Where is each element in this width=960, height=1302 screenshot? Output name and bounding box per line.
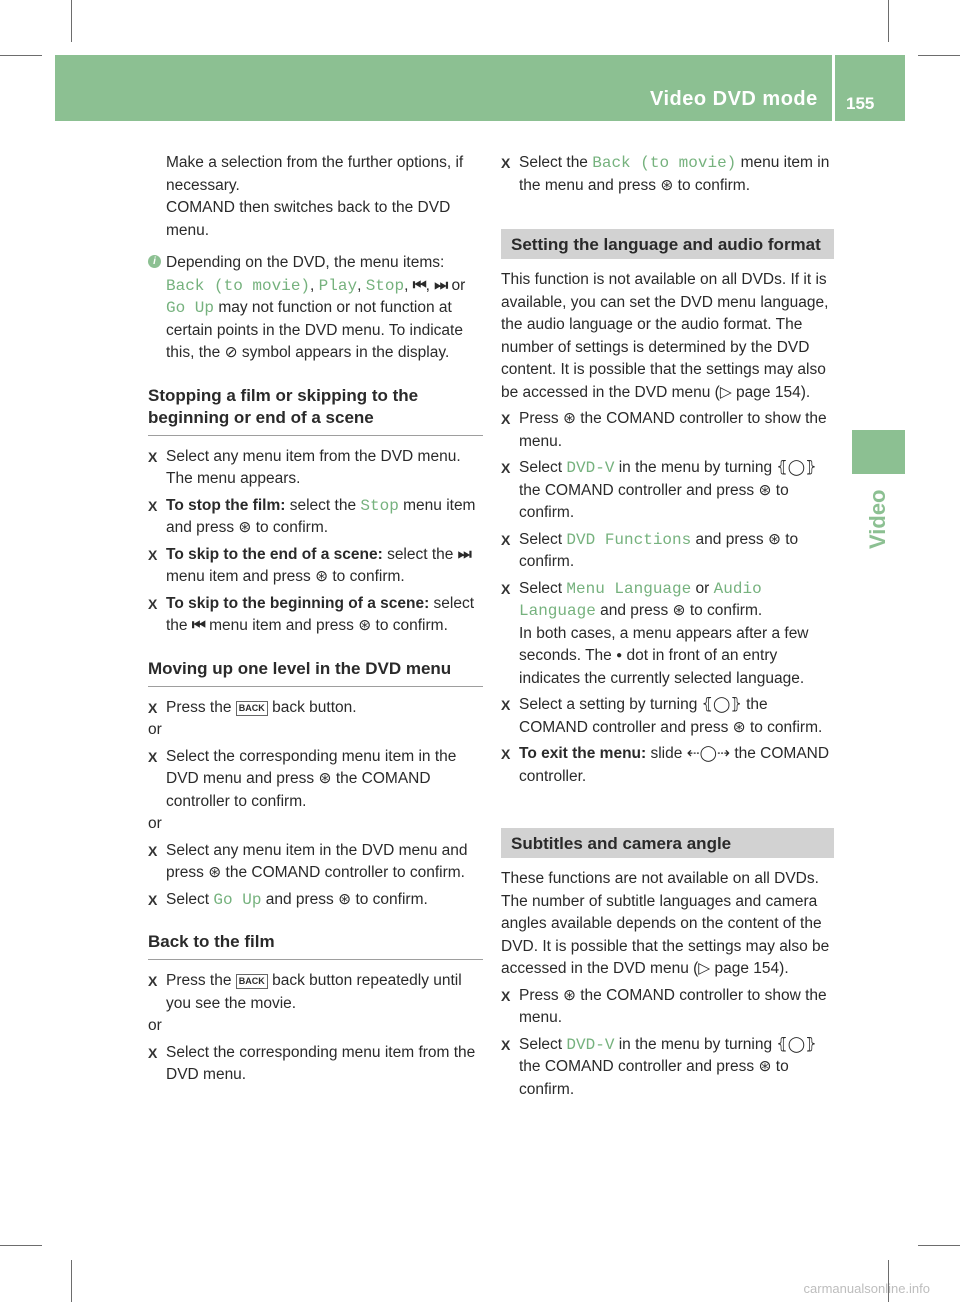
intro-text bbox=[148, 152, 483, 242]
menu-item-menu-language: Menu Language bbox=[566, 579, 692, 598]
crop-mark bbox=[0, 1245, 42, 1246]
bullet-text: to confirm. bbox=[689, 602, 763, 619]
press-icon: ⊛ bbox=[758, 481, 772, 499]
selection-dot-icon: ● bbox=[616, 650, 623, 661]
section-heading: Setting the language and audio format bbox=[501, 229, 834, 259]
press-icon: ⊛ bbox=[338, 890, 352, 908]
bullet-text: Press bbox=[519, 410, 559, 427]
section-heading: Moving up one level in the DVD menu bbox=[148, 658, 483, 687]
bullet-item bbox=[501, 1034, 834, 1102]
bullet-text: Select any menu item in the DVD menu and press bbox=[166, 841, 468, 881]
bullet-marker: X bbox=[501, 460, 511, 476]
bullet-item bbox=[501, 408, 834, 453]
bullet-item bbox=[148, 495, 483, 540]
menu-item-play: Play bbox=[318, 276, 358, 295]
menu-item-dvdv: DVD-V bbox=[566, 459, 615, 477]
bullet-text: to confirm. bbox=[332, 568, 405, 585]
bullet-text: and press bbox=[695, 530, 764, 548]
bullet-text: the COMAND controller to confirm. bbox=[166, 770, 431, 810]
press-icon: ⊛ bbox=[358, 617, 372, 634]
menu-item-stop: Stop bbox=[365, 276, 405, 295]
bullet-marker: X bbox=[501, 531, 511, 548]
bullet-marker: X bbox=[501, 1036, 511, 1053]
bullet-text: In both cases, a menu appears after a few seconds. The bbox=[519, 624, 809, 664]
turn-icon: ⦃◯⦄ bbox=[776, 1035, 817, 1053]
menu-item-goup: Go Up bbox=[213, 890, 262, 909]
bullet-label: To exit the menu: bbox=[519, 745, 647, 762]
skip-forward-icon: ⏭ bbox=[457, 545, 471, 563]
bullet-item bbox=[501, 694, 834, 739]
menu-item-dvdv: DVD-V bbox=[566, 1035, 615, 1054]
watermark[interactable]: carmanualsonline.info bbox=[803, 1281, 930, 1296]
bullet-text: Select bbox=[166, 890, 210, 908]
side-tab bbox=[852, 430, 905, 474]
bullet-marker: X bbox=[501, 580, 511, 597]
bullet-text: to confirm. bbox=[749, 718, 823, 736]
bullet-text: select the bbox=[289, 496, 357, 514]
bullet-marker: X bbox=[148, 842, 158, 859]
bullet-marker: X bbox=[148, 546, 158, 563]
press-icon: ⊛ bbox=[238, 519, 252, 536]
bullet-marker: X bbox=[501, 155, 511, 171]
bullet-text: the COMAND controller. bbox=[519, 745, 830, 785]
back-button-icon: BACK bbox=[236, 701, 268, 716]
bullet-text: menu item and press bbox=[166, 496, 476, 536]
header-separator bbox=[832, 55, 835, 121]
page-section-title: Video DVD mode bbox=[650, 88, 818, 110]
or-text: or bbox=[148, 1017, 162, 1034]
bullet-text: Select any menu item from the DVD menu. The menu appears. bbox=[166, 447, 461, 487]
side-chapter-label: Video bbox=[865, 489, 890, 549]
bullet-item bbox=[148, 697, 483, 720]
bullet-marker: X bbox=[148, 595, 158, 612]
bullet-item bbox=[501, 152, 834, 197]
back-button-icon: BACK bbox=[236, 974, 268, 989]
press-icon: ⊛ bbox=[562, 986, 576, 1004]
bullet-text: select the bbox=[166, 594, 475, 634]
bullet-item bbox=[501, 743, 834, 788]
bullet-text: in the menu by turning bbox=[618, 459, 773, 476]
bullet-item bbox=[148, 544, 483, 589]
intro-line: COMAND then switches back to the DVD menu. bbox=[166, 199, 451, 239]
bullet-text: menu item and press bbox=[209, 617, 354, 634]
bullet-text: the COMAND controller and press bbox=[519, 1058, 755, 1075]
section-heading: Back to the film bbox=[148, 931, 483, 960]
bullet-text: the COMAND controller to show the menu. bbox=[519, 986, 827, 1026]
menu-item-back: Back (to movie) bbox=[592, 154, 737, 172]
bullet-text: to confirm. bbox=[519, 530, 799, 570]
section-heading: Stopping a film or skipping to the beginning or end of a scene bbox=[148, 385, 483, 436]
bullet-text: to confirm. bbox=[677, 176, 750, 194]
press-icon: ⊛ bbox=[758, 1058, 772, 1075]
bullet-text: back button. bbox=[272, 698, 357, 716]
bullet-item bbox=[501, 529, 834, 574]
bullet-text: to confirm. bbox=[519, 481, 789, 521]
crop-mark bbox=[0, 55, 42, 56]
turn-icon: ⦃◯⦄ bbox=[701, 696, 742, 713]
turn-icon: ⦃◯⦄ bbox=[776, 459, 817, 476]
bullet-item bbox=[501, 457, 834, 525]
bullet-text: Select bbox=[519, 1035, 563, 1053]
paragraph: These functions are not available on all DVDs. The number of subtitle languages and camera angles available depends on the content of the DVD. It is possible that the settings may also be accessed in the DVD menu (▷ page 154). bbox=[501, 870, 830, 977]
crop-mark bbox=[918, 1245, 960, 1246]
left-column bbox=[148, 152, 483, 1087]
bullet-marker: X bbox=[148, 748, 158, 765]
bullet-item bbox=[148, 593, 483, 638]
bullet-item bbox=[501, 985, 834, 1030]
menu-item-back: Back (to movie) bbox=[166, 276, 311, 295]
bullet-text: Select the corresponding menu item in the DVD menu and press bbox=[166, 747, 457, 787]
bullet-marker: X bbox=[501, 697, 511, 713]
press-icon: ⊛ bbox=[660, 176, 674, 194]
bullet-text: back button repeatedly until you see the movie. bbox=[166, 972, 462, 1012]
skip-back-icon: ⏮ bbox=[191, 617, 205, 634]
bullet-marker: X bbox=[148, 973, 158, 989]
bullet-text: Press bbox=[519, 986, 559, 1004]
bullet-text: to confirm. bbox=[355, 890, 428, 908]
bullet-marker: X bbox=[148, 891, 158, 908]
bullet-text: Select bbox=[519, 459, 563, 476]
bullet-text: select the bbox=[387, 545, 454, 563]
menu-item-stop: Stop bbox=[360, 496, 399, 515]
bullet-marker: X bbox=[501, 746, 511, 762]
bullet-item bbox=[148, 746, 483, 814]
crop-mark bbox=[71, 0, 72, 42]
bullet-item bbox=[148, 970, 483, 1015]
note-text: symbol appears in the display. bbox=[241, 344, 450, 361]
info-note: i Depending on the DVD, the menu items: Back (to movie), Play, Stop, ⏮, ⏭ or Go Up may not function or not function at certain points in the DVD menu. To indicate this, the ⊘ symbol appears in the display. bbox=[148, 252, 483, 365]
bullet-text: in the menu by turning bbox=[618, 1035, 773, 1053]
bullet-text: slide bbox=[650, 745, 683, 762]
note-text: may not function or not function at certain points in the DVD menu. To indicate this, the bbox=[166, 299, 463, 361]
bullet-text: Press the bbox=[166, 972, 232, 989]
or-text: or bbox=[148, 721, 162, 738]
press-icon: ⊛ bbox=[208, 864, 222, 881]
crop-mark bbox=[918, 55, 960, 56]
bullet-text: the COMAND controller and press bbox=[519, 696, 768, 736]
bullet-text: the COMAND controller to show the menu. bbox=[519, 410, 827, 450]
bullet-text: Press the bbox=[166, 698, 232, 716]
right-column bbox=[501, 152, 834, 1101]
section-heading: Subtitles and camera angle bbox=[501, 828, 834, 858]
bullet-marker: X bbox=[501, 411, 511, 427]
info-icon: i bbox=[148, 255, 161, 268]
page-number: 155 bbox=[846, 94, 875, 113]
bullet-text: to confirm. bbox=[519, 1058, 789, 1098]
press-icon: ⊛ bbox=[315, 568, 329, 585]
bullet-label: To skip to the end of a scene: bbox=[166, 545, 383, 563]
bullet-item bbox=[148, 1042, 483, 1087]
bullet-text: the COMAND controller to confirm. bbox=[225, 864, 465, 881]
bullet-item bbox=[148, 889, 483, 912]
bullet-marker: X bbox=[148, 1044, 158, 1061]
bullet-text: and press bbox=[600, 602, 669, 619]
bullet-text: or bbox=[695, 579, 710, 597]
press-icon: ⊛ bbox=[672, 602, 686, 619]
bullet-label: To skip to the beginning of a scene: bbox=[166, 594, 430, 612]
bullet-marker: X bbox=[501, 987, 511, 1004]
intro-line: Make a selection from the further options, if necessary. bbox=[166, 154, 464, 194]
bullet-text: Select bbox=[519, 530, 563, 548]
bullet-marker: X bbox=[148, 699, 158, 716]
bullet-text: Select a setting by turning bbox=[519, 696, 698, 713]
bullet-item bbox=[148, 840, 483, 885]
press-icon: ⊛ bbox=[732, 718, 746, 736]
menu-item-dvd-functions: DVD Functions bbox=[566, 530, 692, 549]
bullet-text: Select the corresponding menu item from the DVD menu. bbox=[166, 1043, 476, 1083]
bullet-text: to confirm. bbox=[375, 617, 448, 634]
menu-item-audio-language: Audio Language bbox=[519, 579, 762, 620]
skip-forward-icon: ⏭ bbox=[434, 276, 448, 294]
bullet-text: Select the bbox=[519, 154, 588, 171]
bullet-text: to confirm. bbox=[255, 519, 329, 536]
bullet-label: To stop the film: bbox=[166, 496, 286, 514]
bullet-marker: X bbox=[148, 497, 158, 514]
press-icon: ⊛ bbox=[562, 410, 576, 427]
or-text: or bbox=[148, 815, 162, 832]
slide-icon: ⇠◯⇢ bbox=[686, 745, 731, 762]
forbidden-icon: ⊘ bbox=[224, 344, 238, 361]
crop-mark bbox=[888, 0, 889, 42]
menu-item-goup: Go Up bbox=[166, 299, 215, 317]
bullet-text: Select bbox=[519, 579, 563, 597]
bullet-item bbox=[501, 578, 834, 691]
bullet-item bbox=[148, 446, 483, 491]
bullet-text: the COMAND controller and press bbox=[519, 481, 755, 499]
bullet-text: dot in front of an entry indicates the currently selected language. bbox=[519, 647, 805, 687]
bullet-text: menu item and press bbox=[166, 568, 311, 585]
note-text: Depending on the DVD, the menu items: bbox=[166, 254, 445, 271]
paragraph: This function is not available on all DVDs. If it is available, you can set the DVD menu language, the audio language or the audio format. The number of settings is determined by the DVD content. It is possible that the settings may also be accessed in the DVD menu (▷ page 154). bbox=[501, 271, 829, 401]
press-icon: ⊛ bbox=[767, 530, 781, 548]
press-icon: ⊛ bbox=[318, 770, 332, 787]
bullet-marker: X bbox=[148, 448, 158, 465]
bullet-text: menu item in the menu and press bbox=[519, 154, 830, 194]
bullet-text: and press bbox=[265, 890, 334, 908]
crop-mark bbox=[71, 1260, 72, 1302]
skip-back-icon: ⏮ bbox=[412, 276, 426, 294]
